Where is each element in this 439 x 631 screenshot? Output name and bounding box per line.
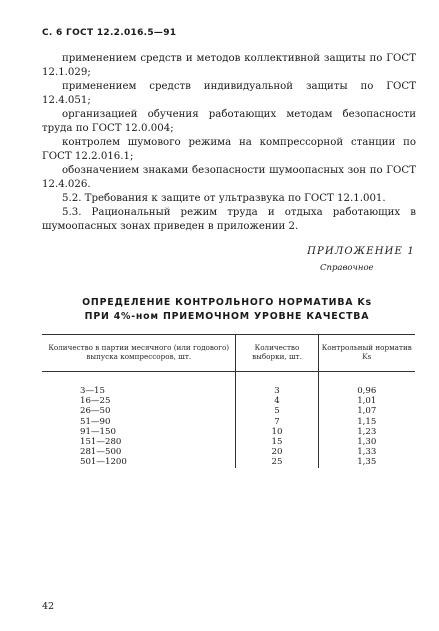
table-cell: 1,30 [318,437,415,447]
paragraph: применением средств индивидуальной защиты по ГОСТ 12.4.051; [42,81,416,106]
table-cell: 5 [236,406,318,416]
paragraph: применением средств и методов коллективной защиты по ГОСТ 12.1.029; [42,53,416,78]
table-row [42,396,415,406]
column-header: Контрольный норматив Ks [318,335,415,372]
table-cell: 51—90 [80,416,111,427]
paragraph: организацией обучения работающих методам безопасности труда по ГОСТ 12.0.004; [42,109,416,134]
spacer-row [42,372,415,387]
table-cell: 151—280 [80,437,122,448]
table-header-row [42,335,415,372]
table-cell: 1,01 [318,396,415,406]
table-cell: 20 [236,447,318,457]
table-cell: 3—15 [80,386,105,396]
table-row [42,457,415,467]
table-cell: 1,07 [318,406,415,416]
table-cell: 1,15 [318,417,415,427]
table-row [42,417,415,427]
table-row [42,447,415,457]
table-cell: 16—25 [80,396,111,407]
table-cell: 91—150 [80,426,116,437]
table-row [42,427,415,437]
table-row [42,406,415,416]
table-row [42,437,415,447]
table-title-line: ОПРЕДЕЛЕНИЕ КОНТРОЛЬНОГО НОРМАТИВА Ks [82,297,372,308]
table-row [42,386,415,396]
page-number: 42 [42,601,55,612]
paragraph: обозначением знаками безопасности шумоопасных зон по ГОСТ 12.4.026. [42,165,416,190]
body-text [42,52,416,234]
table-cell: 26—50 [80,406,111,417]
paragraph: 5.3. Рациональный режим труда и отдыха работающих в шумоопасных зонах приведен в приложении 2. [42,207,416,232]
table-title-line: ПРИ 4%-ном ПРИЕМОЧНОМ УРОВНЕ КАЧЕСТВА [84,311,370,322]
table-cell: 4 [236,396,318,406]
page-header: С. 6 ГОСТ 12.2.016.5—91 [42,28,177,38]
table-cell: 0,96 [318,386,415,396]
table-cell: 281—500 [80,447,122,458]
ks-table [42,334,415,468]
table-title [60,296,394,324]
paragraph: контролем шумового режима на компрессорной станции по ГОСТ 12.2.016.1; [42,137,416,162]
table-cell: 3 [236,386,318,396]
table-cell: 1,35 [318,457,415,467]
table-cell: 7 [236,417,318,427]
table-cell: 501—1200 [80,457,127,468]
appendix-subtitle: Справочное [320,263,374,273]
table-cell: 25 [236,457,318,467]
table-cell: 1,33 [318,447,415,457]
paragraph: 5.2. Требования к защите от ультразвука по ГОСТ 12.1.001. [62,193,386,204]
table-cell: 10 [236,427,318,437]
column-header: Количество в партии месячного (или годового) выпуска компрессоров, шт. [42,335,236,372]
column-header: Количество выборки, шт. [236,335,318,372]
table-cell: 15 [236,437,318,447]
appendix-title: ПРИЛОЖЕНИЕ 1 [307,246,415,257]
table-cell: 1,23 [318,427,415,437]
